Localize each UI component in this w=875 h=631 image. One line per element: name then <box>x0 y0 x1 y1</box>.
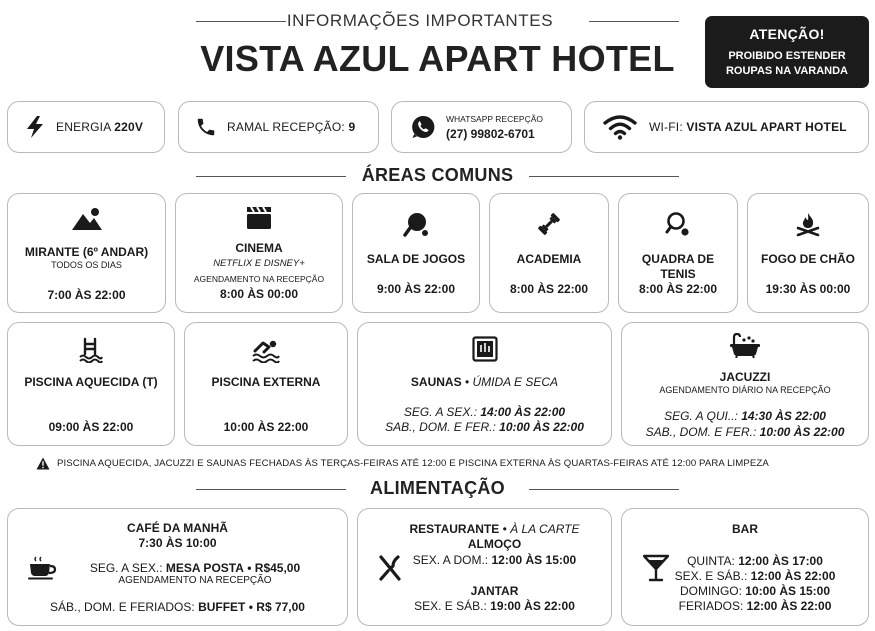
saunas-name: SAUNAS <box>410 375 462 389</box>
jacuzzi-sub: AGENDAMENTO DIÁRIO NA RECEPÇÃO <box>659 385 831 395</box>
card-piscina-externa <box>184 322 348 446</box>
phone-icon <box>195 116 217 138</box>
page-subtitle: INFORMAÇÕES IMPORTANTES <box>286 11 554 30</box>
restaurante-dinner-label: SEX. E SÁB.: <box>414 599 487 613</box>
cinema-sub-streaming: NETFLIX E DISNEY+ <box>213 258 305 269</box>
page-title: VISTA AZUL APART HOTEL <box>200 38 675 79</box>
saunas-row1-label: SEG. A SEX.: <box>403 405 478 419</box>
restaurante-lunch-label: SEX. A DOM.: <box>412 553 489 567</box>
maintenance-notice <box>36 457 841 470</box>
food-rule-left <box>196 489 346 490</box>
restaurante-type: À LA CARTE <box>510 522 580 536</box>
card-mirante <box>7 193 166 313</box>
bar-row <box>622 554 868 568</box>
whatsapp-icon <box>410 114 436 140</box>
card-bar <box>621 508 869 626</box>
card-tenis <box>618 193 738 313</box>
restaurante-dinner-hours: 19:00 ÀS 22:00 <box>490 599 575 613</box>
bar-row <box>622 584 868 598</box>
bar-row-3-label: FERIADOS: <box>678 599 744 613</box>
alert-box <box>705 16 869 88</box>
bar-row-3-hours: 12:00 ÀS 22:00 <box>746 599 832 613</box>
saunas-type: ÚMIDA E SECA <box>472 375 559 389</box>
card-saunas <box>357 322 612 446</box>
fogo-name: FOGO DE CHÃO <box>760 252 855 266</box>
tenis-name-1: QUADRA DE <box>641 252 715 266</box>
mountain-icon <box>8 207 165 231</box>
sauna-icon <box>358 336 611 362</box>
cafe-row2-price: R$ 77,00 <box>256 600 305 614</box>
ping-pong-icon <box>353 211 479 237</box>
notice-text: PISCINA AQUECIDA, JACUZZI E SAUNAS FECHADAS ÀS TERÇAS-FEIRAS ATÉ 12:00 E PISCINA EXTERNA ÀS QUARTAS-FEIRAS ATÉ 12:00 PARA LIMPEZA <box>57 458 769 469</box>
card-academia <box>489 193 609 313</box>
restaurante-separator: • <box>502 522 507 536</box>
card-cafe <box>7 508 348 626</box>
jacuzzi-row2-label: SAB., DOM. E FER.: <box>645 425 757 439</box>
saunas-row2-label: SAB., DOM. E FER.: <box>385 420 496 434</box>
section-title-areas: ÁREAS COMUNS <box>361 165 514 185</box>
cafe-row1-sub: AGENDAMENTO NA RECEPÇÃO <box>118 575 272 586</box>
saunas-row2-hours: 10:00 ÀS 22:00 <box>499 420 584 434</box>
energy-label: ENERGIA <box>56 120 111 134</box>
info-wifi <box>584 101 869 153</box>
clapperboard-icon <box>176 204 342 230</box>
cinema-sub-booking: AGENDAMENTO NA RECEPÇÃO <box>193 274 325 284</box>
areas-rule-right <box>529 176 679 177</box>
academia-name: ACADEMIA <box>516 252 582 266</box>
info-ramal <box>178 101 379 153</box>
piscina-externa-name: PISCINA EXTERNA <box>211 375 321 389</box>
jogos-name: SALA DE JOGOS <box>366 252 466 266</box>
card-piscina-aquecida <box>7 322 175 446</box>
card-restaurante <box>357 508 612 626</box>
card-fogo <box>747 193 869 313</box>
cafe-hours: 7:30 ÀS 10:00 <box>138 536 217 550</box>
section-title-food: ALIMENTAÇÃO <box>370 478 505 498</box>
bar-row-2-label: DOMINGO: <box>679 584 742 598</box>
bar-row-0-label: QUINTA: <box>687 554 735 568</box>
piscina-aquecida-name: PISCINA AQUECIDA (T) <box>24 375 158 389</box>
ramal-label: RAMAL RECEPÇÃO: <box>227 120 345 134</box>
card-jogos <box>352 193 480 313</box>
cafe-row2-sep: • <box>248 600 253 614</box>
saunas-separator: • <box>464 375 470 389</box>
bathtub-icon <box>622 332 868 358</box>
whatsapp-number: (27) 99802-6701 <box>446 127 535 141</box>
piscina-externa-hours: 10:00 ÀS 22:00 <box>223 420 309 434</box>
cinema-hours: 8:00 ÀS 00:00 <box>219 287 299 301</box>
energy-value: 220V <box>114 120 144 134</box>
jacuzzi-row1-label: SEG. A QUI..: <box>664 409 738 423</box>
wifi-label: WI-FI: <box>649 120 683 134</box>
card-cinema <box>175 193 343 313</box>
info-energy <box>7 101 165 153</box>
cafe-row1-label: SEG. A SEX.: <box>89 561 163 575</box>
academia-hours: 8:00 ÀS 22:00 <box>509 282 589 296</box>
card-jacuzzi <box>621 322 869 446</box>
bar-row-0-hours: 12:00 ÀS 17:00 <box>738 554 823 568</box>
tenis-name-2: TENIS <box>660 267 696 281</box>
cafe-name: CAFÉ DA MANHÃ <box>127 521 228 535</box>
cafe-row1-type: MESA POSTA <box>165 561 244 575</box>
mirante-sub: TODOS OS DIAS <box>51 260 122 270</box>
tenis-hours: 8:00 ÀS 22:00 <box>638 282 718 296</box>
saunas-row1-hours: 14:00 ÀS 22:00 <box>480 405 566 419</box>
fogo-hours: 19:30 ÀS 00:00 <box>765 282 851 296</box>
bar-row-1-hours: 12:00 ÀS 22:00 <box>750 569 836 583</box>
food-rule-right <box>529 489 679 490</box>
mirante-hours: 7:00 ÀS 22:00 <box>47 288 126 302</box>
dumbbell-icon <box>490 211 608 237</box>
bar-row-1-label: SEX. E SÁB.: <box>674 569 748 583</box>
tennis-racket-icon <box>619 211 737 237</box>
pool-ladder-icon <box>8 337 174 363</box>
info-whatsapp <box>391 101 572 153</box>
jacuzzi-row2-hours: 10:00 ÀS 22:00 <box>759 425 845 439</box>
jacuzzi-name: JACUZZI <box>719 370 771 384</box>
bar-name: BAR <box>732 522 758 536</box>
header-rule-right <box>589 21 679 22</box>
restaurante-lunch-title: ALMOÇO <box>467 537 522 551</box>
bar-row <box>622 599 868 613</box>
wifi-icon <box>603 114 637 140</box>
warning-icon <box>36 457 50 470</box>
alert-heading: ATENÇÃO! <box>749 26 825 42</box>
cinema-name: CINEMA <box>235 241 283 255</box>
cafe-row1-sep: • <box>247 561 252 575</box>
areas-rule-left <box>196 176 346 177</box>
swimmer-icon <box>185 337 347 363</box>
mirante-name: MIRANTE (6º ANDAR) <box>24 245 149 259</box>
jacuzzi-row1-hours: 14:30 ÀS 22:00 <box>741 409 826 423</box>
bar-row-2-hours: 10:00 ÀS 15:00 <box>745 584 831 598</box>
piscina-aquecida-hours: 09:00 ÀS 22:00 <box>48 420 134 434</box>
alert-line-2: ROUPAS NA VARANDA <box>725 65 849 77</box>
restaurante-lunch-hours: 12:00 ÀS 15:00 <box>491 553 577 567</box>
ramal-value: 9 <box>348 120 356 134</box>
alert-line-1: PROIBIDO ESTENDER <box>728 50 846 62</box>
bar-row <box>622 569 868 583</box>
restaurante-dinner-title: JANTAR <box>470 584 519 598</box>
whatsapp-label: WHATSAPP RECEPÇÃO <box>446 114 543 124</box>
campfire-icon <box>748 211 868 237</box>
cafe-row1-price: R$45,00 <box>254 561 301 575</box>
restaurante-name: RESTAURANTE <box>409 522 500 536</box>
lightning-icon <box>24 115 46 139</box>
jogos-hours: 9:00 ÀS 22:00 <box>376 282 456 296</box>
cafe-row2-label: SÁB., DOM. E FERIADOS: <box>50 600 195 614</box>
cafe-row2-type: BUFFET <box>198 600 246 614</box>
wifi-value: VISTA AZUL APART HOTEL <box>686 120 847 134</box>
